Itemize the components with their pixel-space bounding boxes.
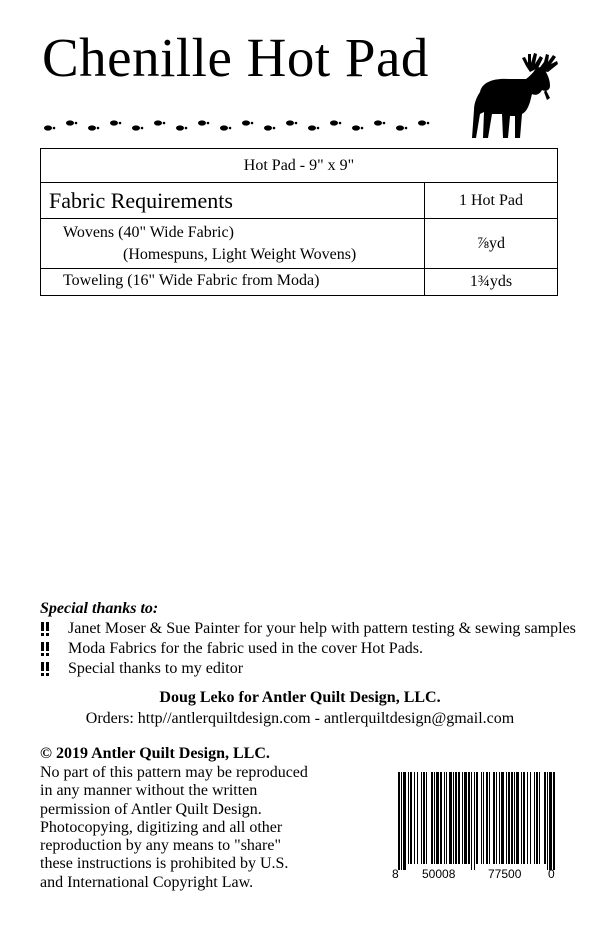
barcode-check-digit: 0 (548, 867, 555, 881)
copyright-notice: No part of this pattern may be reproduced in any manner without the written permission of Antler Quilt Design. Photocopying, digitizing and all other reproduction by any means to "share" these instructions is prohibited by U.S. and International Copyright Law. (40, 764, 308, 891)
thanks-item-text: Special thanks to my editor (68, 660, 244, 677)
special-thanks-list (40, 619, 576, 679)
barcode-icon (390, 770, 560, 870)
list-item (40, 619, 576, 639)
page-title: Chenille Hot Pad (42, 27, 429, 88)
wovens-label: Wovens (40" Wide Fabric) (63, 224, 234, 241)
list-item (40, 659, 576, 679)
hot-pad-size-title: Hot Pad - 9" x 9" (243, 157, 355, 174)
barcode-left-group: 50008 (422, 867, 456, 881)
table-row (41, 269, 557, 295)
list-item (40, 639, 576, 659)
author-credit: Doug Leko for Antler Quilt Design, LLC. (159, 689, 441, 706)
fabric-requirements-table (40, 148, 558, 296)
toweling-label: Toweling (16" Wide Fabric from Moda) (63, 272, 320, 289)
orders-line: Orders: http//antlerquiltdesign.com - antlerquiltdesign@gmail.com (85, 710, 515, 727)
special-thanks-heading: Special thanks to: (40, 600, 159, 617)
track-bullet-icon (40, 642, 50, 656)
table-header-row (41, 183, 557, 219)
quantity-header: 1 Hot Pad (459, 192, 523, 209)
track-bullet-icon (40, 622, 50, 636)
barcode-digits (390, 867, 560, 883)
barcode-first-digit: 8 (392, 867, 399, 881)
barcode (390, 770, 560, 885)
copyright-heading: © 2019 Antler Quilt Design, LLC. (40, 745, 270, 762)
table-row (41, 219, 557, 269)
thanks-item-text: Janet Moser & Sue Painter for your help with pattern testing & sewing samples (68, 620, 576, 637)
animal-tracks-icon (40, 114, 440, 138)
toweling-amount: 1¾yds (469, 273, 513, 290)
moose-silhouette-icon (470, 52, 558, 142)
wovens-amount: ⅞yd (477, 235, 505, 252)
barcode-right-group: 77500 (488, 867, 522, 881)
thanks-item-text: Moda Fabrics for the fabric used in the cover Hot Pads. (68, 640, 424, 657)
table-size-row (41, 149, 557, 183)
wovens-sublabel: (Homespuns, Light Weight Wovens) (123, 246, 357, 263)
fabric-requirements-label: Fabric Requirements (49, 188, 233, 213)
track-bullet-icon (40, 662, 50, 676)
